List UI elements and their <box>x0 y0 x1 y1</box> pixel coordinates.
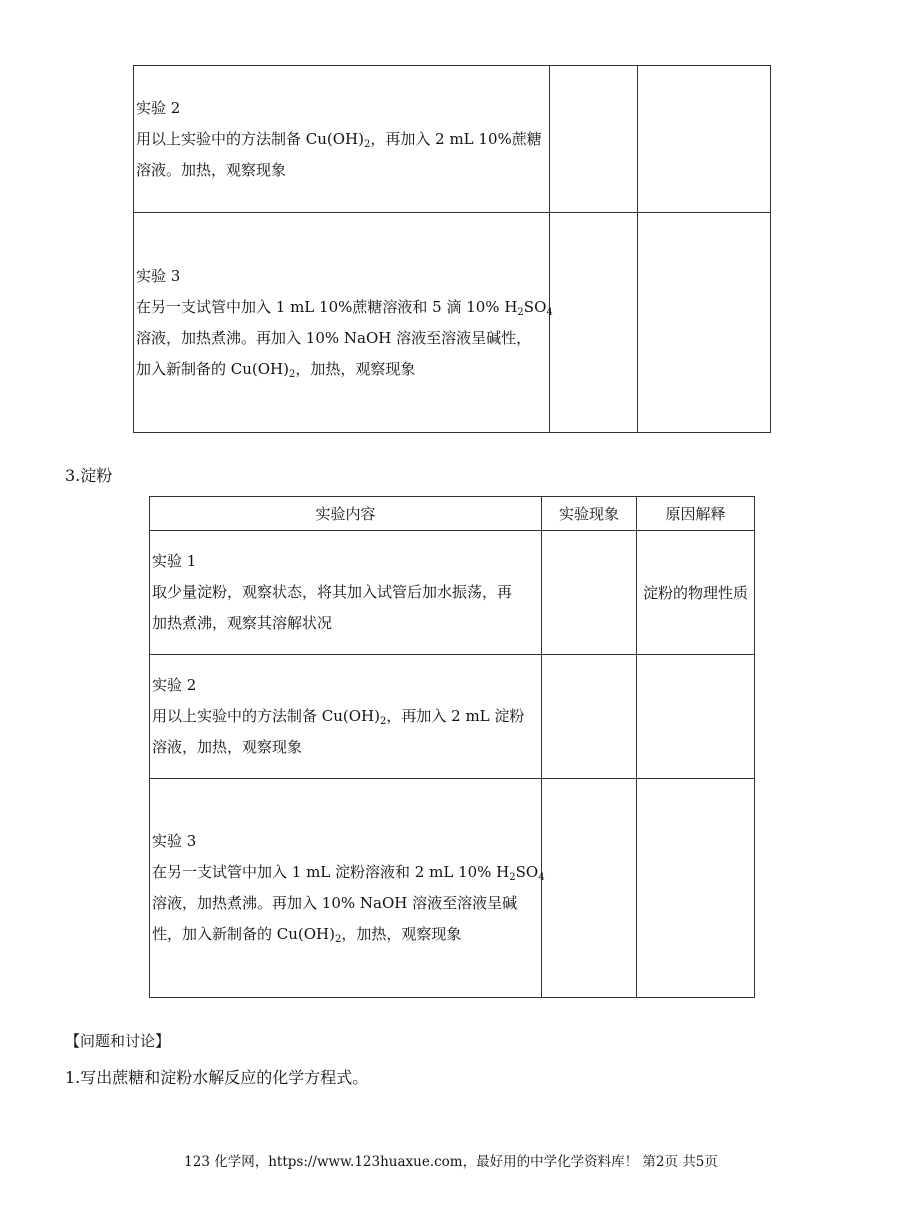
experiment-line: 取少量淀粉，观察状态，将其加入试管后加水振荡，再 <box>152 583 513 601</box>
phenomenon-cell <box>550 66 638 213</box>
experiment-content-cell <box>150 655 542 779</box>
experiment-label: 实验 1 <box>152 552 197 570</box>
phenomenon-cell <box>542 779 637 998</box>
experiment-line: 加入新制备的 $Cu(OH)_2$，加热，观察现象 <box>136 359 416 380</box>
experiment-line: 在另一支试管中加入 1 mL 淀粉溶液和 2 mL 10% $H_2SO_4$ <box>152 863 545 883</box>
table-row <box>150 779 755 998</box>
experiment-line: 用以上实验中的方法制备 $Cu(OH)_2$，再加入 2 mL 淀粉 <box>152 707 525 727</box>
question-1: 1.写出蔗糖和淀粉水解反应的化学方程式。 <box>65 1068 369 1087</box>
experiment-label: 实验 2 <box>136 98 181 117</box>
explanation-cell <box>637 655 755 779</box>
experiment-line: 溶液，加热煮沸。再加入 10% NaOH 溶液至溶液呈碱 <box>152 894 518 912</box>
experiment-label: 实验 3 <box>152 832 197 850</box>
sucrose-experiment-table-continued <box>133 65 771 433</box>
experiment-content-cell <box>150 531 542 655</box>
discussion-title: 【问题和讨论】 <box>65 1032 171 1050</box>
section-heading-starch: 3.淀粉 <box>65 466 113 485</box>
table-row <box>150 655 755 779</box>
header-content: 实验内容 <box>150 497 542 531</box>
experiment-line: 性，加入新制备的 $Cu(OH)_2$，加热，观察现象 <box>152 925 462 945</box>
experiment-label: 实验 2 <box>152 676 197 694</box>
phenomenon-cell <box>542 531 637 655</box>
experiment-line: 溶液，加热煮沸。再加入 10% NaOH 溶液至溶液呈碱性， <box>136 328 532 347</box>
experiment-content-cell <box>150 779 545 998</box>
experiment-line: 溶液，加热，观察现象 <box>152 738 303 756</box>
experiment-line: 在另一支试管中加入 1 mL 10%蔗糖溶液和 5 滴 10% $H_2SO_4$ <box>136 297 553 318</box>
experiment-line: 用以上实验中的方法制备 $Cu(OH)_2$，再加入 2 mL 10%蔗糖 <box>136 129 542 150</box>
explanation-cell <box>637 779 755 998</box>
phenomenon-cell <box>550 213 638 433</box>
table-row <box>150 531 755 655</box>
experiment-label: 实验 3 <box>136 266 181 285</box>
table-header-row <box>150 497 755 531</box>
explanation-cell <box>638 66 771 213</box>
explanation-cell <box>638 213 771 433</box>
header-explanation: 原因解释 <box>637 497 755 531</box>
phenomenon-cell <box>542 655 637 779</box>
experiment-content-cell <box>134 66 550 213</box>
explanation-cell: 淀粉的物理性质 <box>637 531 755 655</box>
header-phenomenon: 实验现象 <box>542 497 637 531</box>
page-footer: 123 化学网，https://www.123huaxue.com，最好用的中学化学资料库！ 第2页 共5页 <box>184 1154 718 1170</box>
experiment-content-cell <box>134 213 553 433</box>
table-row <box>134 213 771 433</box>
experiment-line: 溶液。加热，观察现象 <box>136 160 287 179</box>
experiment-line: 加热煮沸，观察其溶解状况 <box>152 614 333 632</box>
starch-experiment-table <box>149 496 755 998</box>
table-row <box>134 66 771 213</box>
